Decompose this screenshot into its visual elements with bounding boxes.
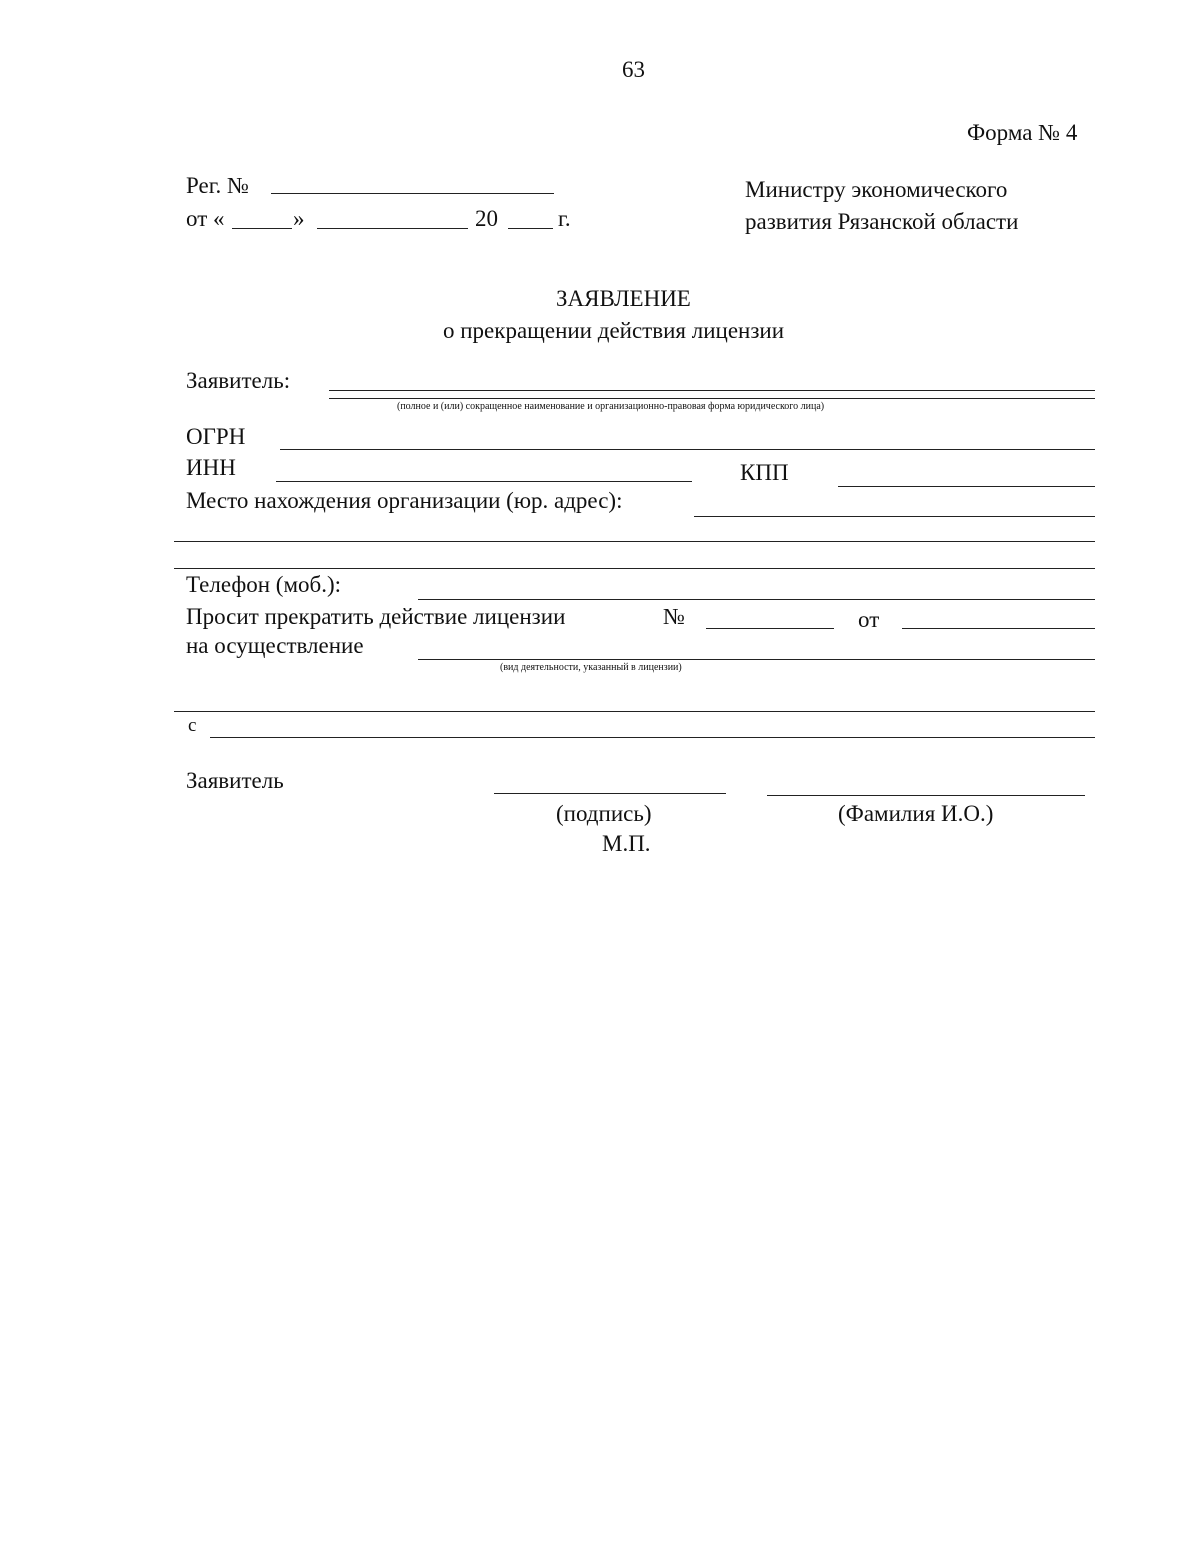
signer-name-field[interactable] bbox=[767, 795, 1085, 796]
applicant-name-field[interactable] bbox=[329, 390, 1095, 391]
reg-day-field[interactable] bbox=[232, 228, 292, 229]
page-number: 63 bbox=[622, 57, 645, 82]
addressee-line-1: Министру экономического bbox=[745, 177, 1008, 202]
activity-hint: (вид деятельности, указанный в лицензии) bbox=[500, 662, 682, 673]
reg-year-prefix: 20 bbox=[475, 206, 498, 231]
document-title: ЗАЯВЛЕНИЕ bbox=[556, 286, 691, 311]
separator-line bbox=[174, 568, 1095, 569]
document-subtitle: о прекращении действия лицензии bbox=[443, 318, 785, 343]
reg-year-field[interactable] bbox=[508, 228, 553, 229]
form-label: Форма № 4 bbox=[967, 120, 1078, 145]
address-field-continued[interactable] bbox=[174, 541, 1095, 542]
license-number-label: № bbox=[663, 604, 685, 629]
address-label: Место нахождения организации (юр. адрес): bbox=[186, 488, 623, 513]
reg-year-suffix: г. bbox=[558, 206, 571, 231]
address-field[interactable] bbox=[694, 516, 1095, 517]
inn-field[interactable] bbox=[276, 481, 692, 482]
activity-label: на осуществление bbox=[186, 633, 364, 658]
license-date-field[interactable] bbox=[902, 628, 1095, 629]
since-label: с bbox=[188, 715, 197, 736]
signature-field[interactable] bbox=[494, 793, 726, 794]
reg-from-prefix: от « bbox=[186, 206, 225, 231]
since-field[interactable] bbox=[210, 737, 1095, 738]
signer-name-caption: (Фамилия И.О.) bbox=[838, 801, 994, 826]
reg-number-field[interactable] bbox=[271, 193, 554, 194]
applicant-label: Заявитель: bbox=[186, 368, 291, 393]
signature-caption: (подпись) bbox=[556, 801, 652, 826]
activity-field[interactable] bbox=[418, 659, 1095, 660]
phone-label: Телефон (моб.): bbox=[186, 572, 342, 597]
addressee-line-2: развития Рязанской области bbox=[745, 209, 1019, 234]
activity-field-continued[interactable] bbox=[174, 711, 1095, 712]
stamp-label: М.П. bbox=[602, 831, 651, 856]
kpp-label: КПП bbox=[740, 460, 789, 485]
kpp-field[interactable] bbox=[838, 486, 1095, 487]
reg-quote-close: » bbox=[293, 206, 305, 231]
request-label: Просит прекратить действие лицензии bbox=[186, 604, 566, 629]
signature-applicant-label: Заявитель bbox=[186, 768, 284, 793]
license-number-field[interactable] bbox=[706, 628, 834, 629]
ogrn-label: ОГРН bbox=[186, 424, 246, 449]
license-date-label: от bbox=[858, 607, 880, 632]
inn-label: ИНН bbox=[186, 455, 236, 480]
reg-month-field[interactable] bbox=[317, 228, 468, 229]
reg-number-label: Рег. № bbox=[186, 173, 249, 198]
applicant-name-field-underline[interactable] bbox=[329, 398, 1095, 399]
phone-field[interactable] bbox=[418, 599, 1095, 600]
ogrn-field[interactable] bbox=[280, 449, 1095, 450]
applicant-hint: (полное и (или) сокращенное наименование и организационно-правовая форма юридического лица) bbox=[397, 401, 825, 412]
